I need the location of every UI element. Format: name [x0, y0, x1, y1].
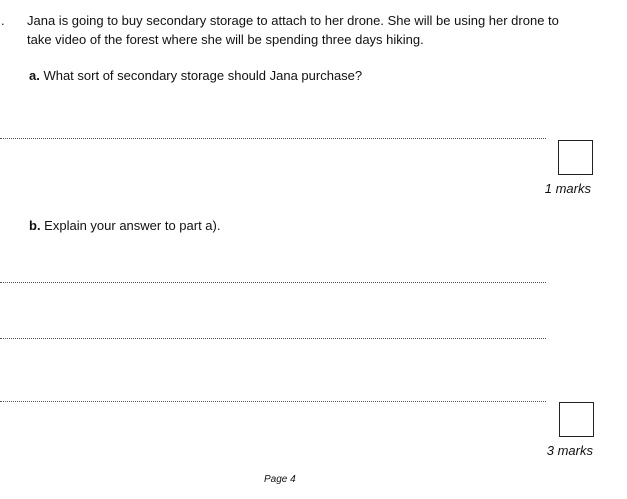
marks-label-b: 3 marks	[546, 443, 593, 458]
part-b-letter: b.	[29, 218, 41, 233]
part-b-prompt	[29, 216, 220, 235]
answer-line-b1[interactable]	[0, 282, 546, 283]
answer-line-a1[interactable]	[0, 138, 546, 139]
part-b-text: Explain your answer to part a).	[40, 218, 221, 233]
part-a-letter: a.	[29, 68, 40, 83]
answer-line-b2[interactable]	[0, 338, 546, 339]
answer-line-b3[interactable]	[0, 401, 546, 402]
marks-label-a: 1 marks	[544, 181, 591, 196]
mark-box-a[interactable]	[558, 140, 593, 175]
page-number: Page 4	[264, 474, 296, 485]
part-a-prompt	[29, 66, 362, 85]
question-stem: Jana is going to buy secondary storage to attach to her drone. She will be using her drone to take video of the forest where she will be spending three days hiking.	[27, 13, 559, 47]
question-number: .	[1, 13, 5, 28]
mark-box-b[interactable]	[559, 402, 594, 437]
part-a-text: What sort of secondary storage should Jana purchase?	[39, 68, 363, 83]
